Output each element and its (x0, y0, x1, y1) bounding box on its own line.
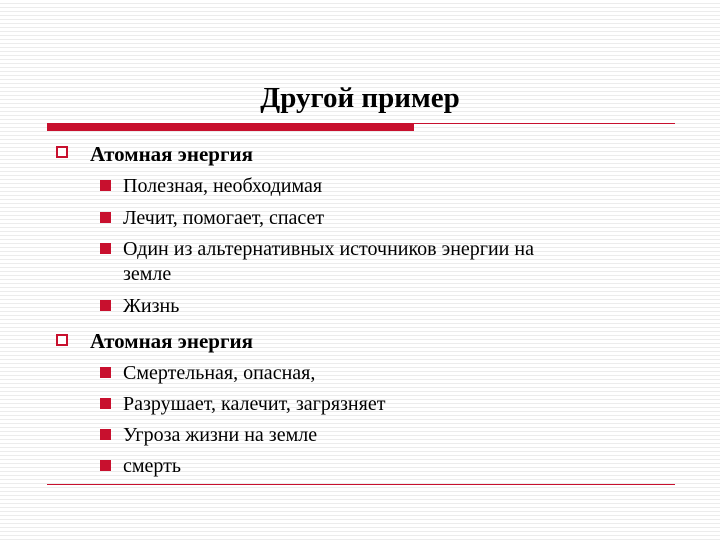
list-item: Жизнь (123, 295, 180, 317)
list-item-continuation: земле (123, 263, 172, 285)
list-item: Разрушает, калечит, загрязняет (123, 393, 386, 415)
filled-square-bullet-icon (100, 243, 111, 254)
section-heading: Атомная энергия (90, 142, 253, 166)
list-item: Лечит, помогает, спасет (123, 207, 325, 229)
list-item: Угроза жизни на земле (123, 424, 318, 446)
hollow-square-bullet-icon (56, 146, 68, 158)
filled-square-bullet-icon (100, 367, 111, 378)
slide-title: Другой пример (260, 82, 460, 114)
list-item: смерть (123, 455, 182, 477)
filled-square-bullet-icon (100, 180, 111, 191)
filled-square-bullet-icon (100, 398, 111, 409)
filled-square-bullet-icon (100, 212, 111, 223)
filled-square-bullet-icon (100, 460, 111, 471)
hollow-square-bullet-icon (56, 334, 68, 346)
section-heading: Атомная энергия (90, 329, 253, 353)
list-item: Смертельная, опасная, (123, 362, 316, 384)
filled-square-bullet-icon (100, 300, 111, 311)
list-item: Полезная, необходимая (123, 175, 323, 197)
list-item: Один из альтернативных источников энергии на (123, 238, 534, 260)
bottom-divider (47, 484, 675, 485)
filled-square-bullet-icon (100, 429, 111, 440)
